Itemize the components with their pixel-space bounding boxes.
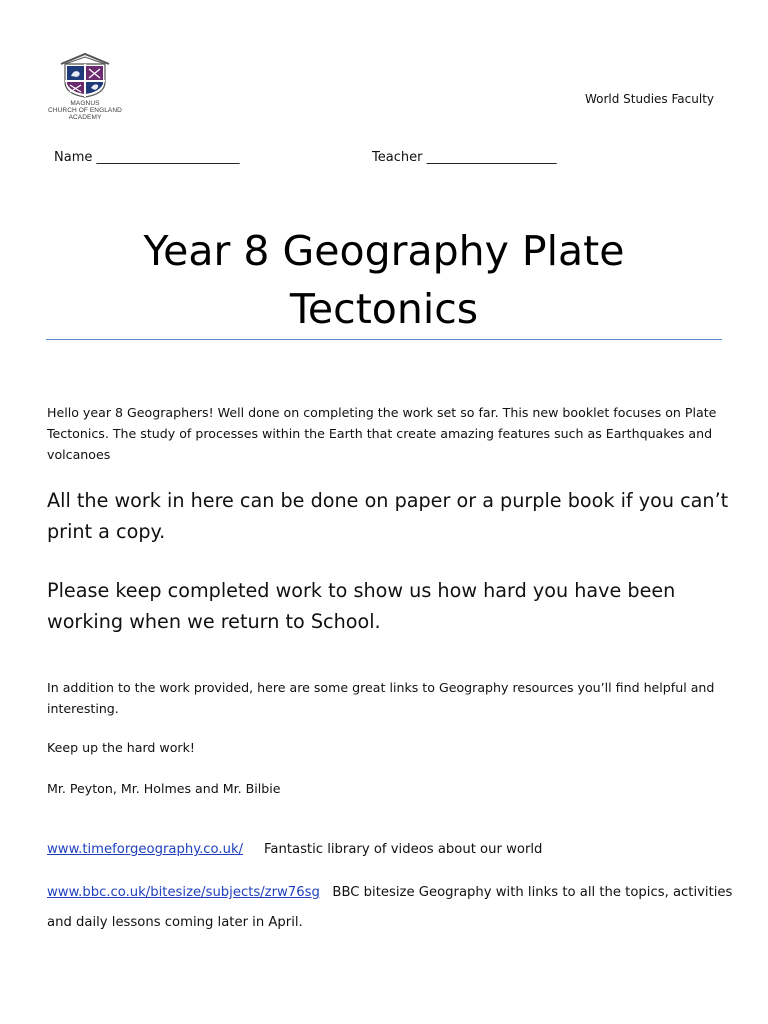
- teacher-label: Teacher: [372, 150, 423, 165]
- page-title: [46, 222, 722, 338]
- name-field[interactable]: [54, 150, 240, 165]
- title-line-2: Tectonics: [289, 285, 479, 333]
- title-line-1: Year 8 Geography Plate: [143, 227, 625, 275]
- faculty-label: World Studies Faculty: [584, 92, 714, 106]
- name-label: Name: [54, 150, 93, 165]
- bbc-bitesize-link[interactable]: www.bbc.co.uk/bitesize/subjects/zrw76sg: [47, 885, 320, 900]
- time-for-geography-link[interactable]: www.timeforgeography.co.uk/: [47, 842, 244, 857]
- resource-link-row: [47, 878, 737, 938]
- link-description: BBC bitesize Geography with links to all the topics, activities and daily lessons coming later in April.: [47, 885, 733, 930]
- teacher-field[interactable]: [372, 150, 557, 165]
- link-description: Fantastic library of videos about our world: [264, 842, 543, 857]
- reminder-paragraph: Please keep completed work to show us how hard you have been working when we return to School.: [47, 579, 676, 633]
- logo-text-line1: MAGNUS: [70, 100, 100, 107]
- school-logo: [44, 52, 126, 121]
- teacher-blank[interactable]: ____________________: [426, 150, 557, 165]
- instruction-paragraph: All the work in here can be done on paper or a purple book if you can’t print a copy.: [47, 489, 729, 543]
- resource-link-row: [47, 839, 737, 861]
- intro-paragraph: Hello year 8 Geographers! Well done on completing the work set so far. This new booklet focuses on Plate Tectonics. The study of processes within the Earth that create amazing features such as Earthquakes and volcanoes: [47, 405, 717, 462]
- logo-text-line2: CHURCH OF ENGLAND: [48, 107, 122, 114]
- encouragement-text: Keep up the hard work!: [47, 740, 195, 755]
- signature-text: Mr. Peyton, Mr. Holmes and Mr. Bilbie: [47, 781, 281, 796]
- logo-text-line3: ACADEMY: [68, 114, 102, 121]
- crest-icon: [57, 52, 113, 98]
- resources-paragraph: In addition to the work provided, here are some great links to Geography resources you’ll find helpful and interesting.: [47, 680, 715, 716]
- title-divider: [46, 339, 722, 340]
- name-blank[interactable]: ______________________: [96, 150, 240, 165]
